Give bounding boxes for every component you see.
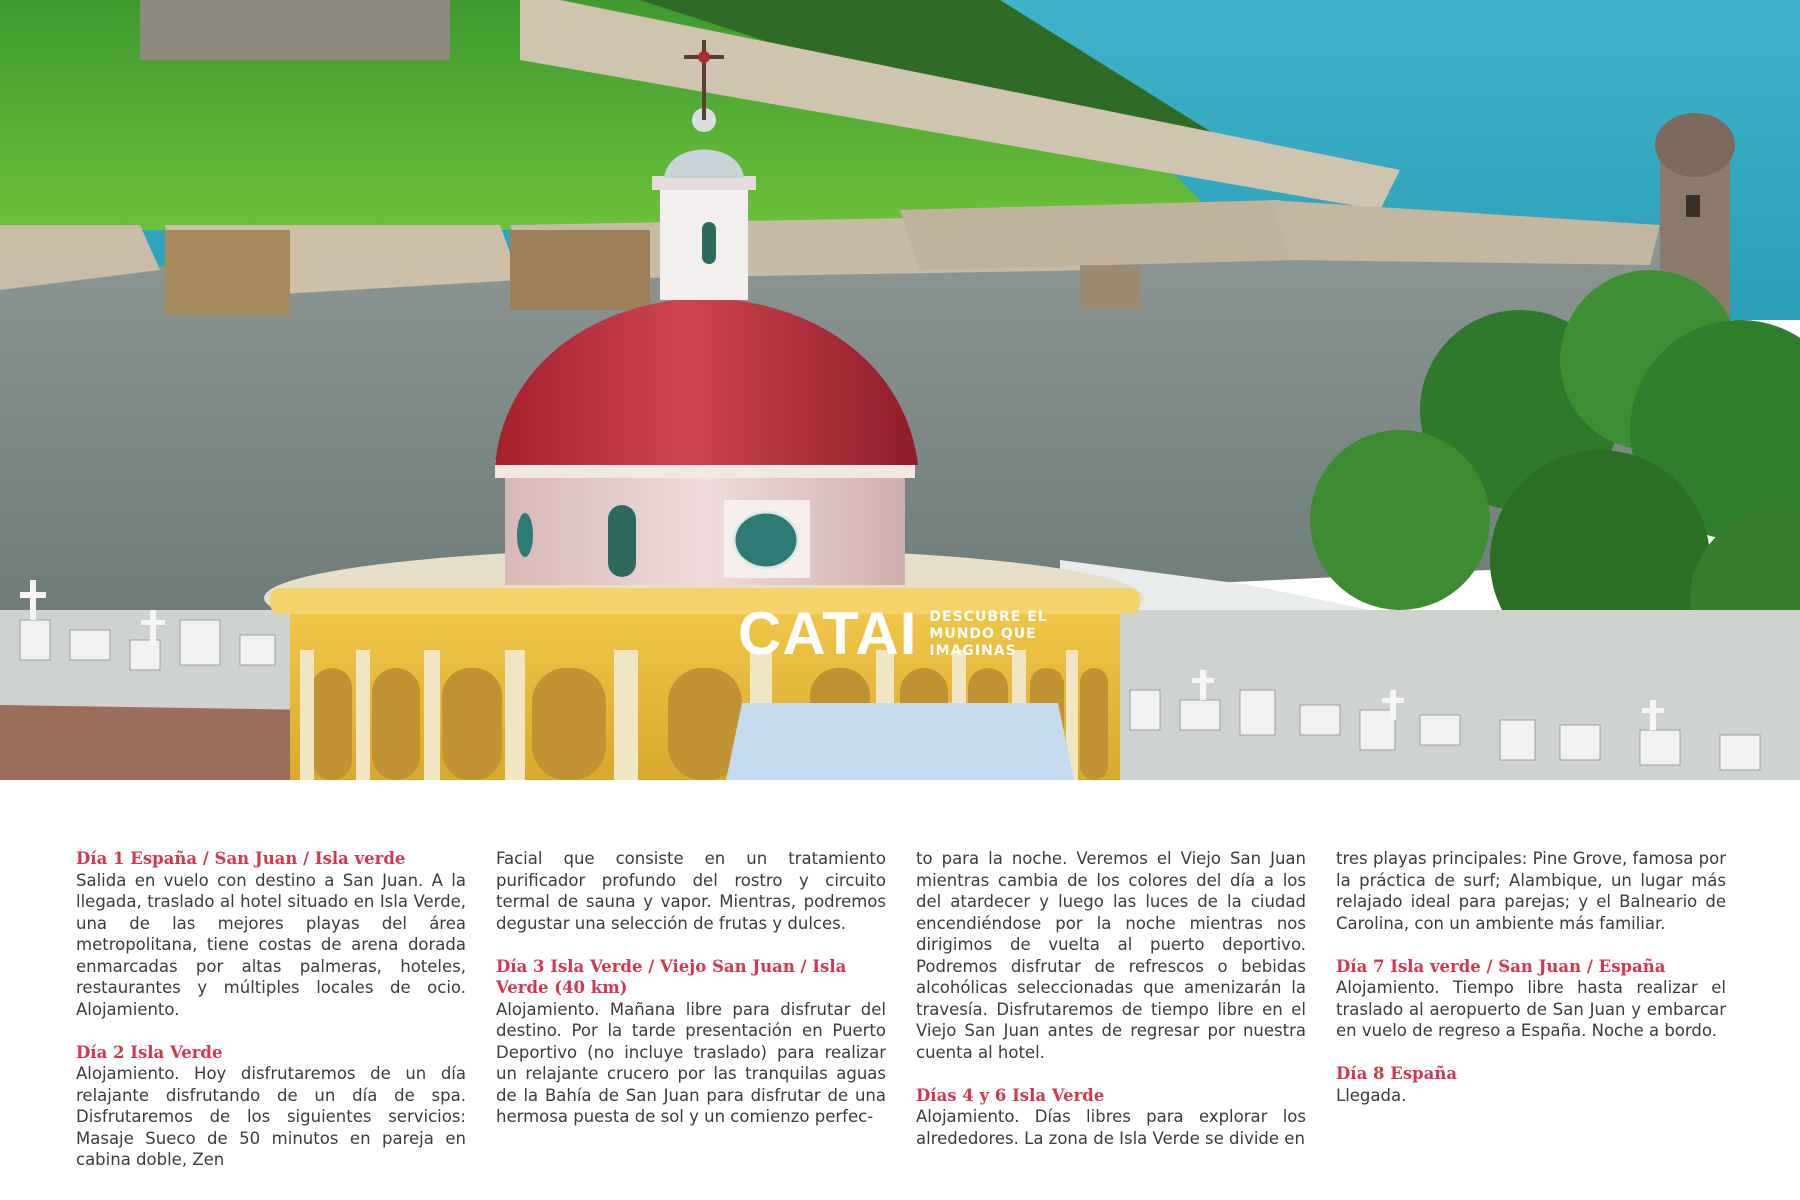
itinerary-column: [916, 848, 1306, 1171]
day-text: Llegada.: [1336, 1085, 1407, 1105]
day-title: Día 1 España / San Juan / Isla verde: [76, 849, 406, 868]
tree: [1310, 430, 1490, 610]
day-entry: [76, 1042, 466, 1171]
drum-oculus: [517, 513, 533, 557]
day-title: Día 8 España: [1336, 1064, 1458, 1083]
day-title: Día 3 Isla Verde / Viejo San Juan / Isla Verde (40 km): [496, 956, 847, 997]
itinerary-column: [496, 848, 886, 1149]
day-entry: [1336, 1063, 1726, 1106]
day-entry: [916, 1085, 1306, 1150]
drum-window: [608, 505, 636, 577]
tagline-line: DESCUBRE EL: [929, 608, 1048, 625]
day-entry: [496, 848, 886, 934]
drum: [505, 470, 905, 585]
cross-center: [698, 51, 710, 63]
itinerary-column: [1336, 848, 1726, 1128]
day-entry: [916, 848, 1306, 1063]
day-text: to para la noche. Veremos el Viejo San Juan mientras cambia de los colores del día a los del atardecer y luego las luces de la ciudad encendiéndose por la noche mientras nos dirigimos de vuelta al puerto deportivo. Podremos disfrutar de refrescos o bebidas alcohólicas seleccionadas que amenizarán la travesía. Disfrutaremos de tiempo libre en el Viejo San Juan antes de regresar por nuestra cuenta al hotel.: [916, 849, 1306, 1062]
merlon: [900, 200, 1300, 270]
merlon-face: [1080, 265, 1140, 310]
drum-oculus: [734, 512, 798, 568]
day-entry: [76, 848, 466, 1020]
tagline-line: IMAGINAS: [929, 642, 1017, 659]
day-text: Facial que consiste en un tratamiento purificador profundo del rostro y circuito termal de sauna y vapor. Mientras, podremos degustar una selección de frutas y dulces.: [496, 849, 886, 933]
merlon-face: [510, 230, 650, 310]
brand-logo: [738, 600, 1048, 667]
day-title: Días 4 y 6 Isla Verde: [916, 1085, 1105, 1105]
day-text: Alojamiento. Mañana libre para disfrutar del destino. Por la tarde presentación en Puerto Deportivo (no incluye traslado) para realizar un relajante crucero por las tranquilas aguas de la Bahía de San Juan para disfrutar de una hermosa puesta de sol y un comienzo perfec-: [496, 999, 886, 1126]
sentry-window: [1686, 195, 1700, 217]
day-text: Alojamiento. Días libres para explorar los alrededores. La zona de Isla Verde se divide en: [916, 1107, 1306, 1148]
brand-tagline: [929, 609, 1047, 660]
day-entry: [1336, 956, 1726, 1042]
blue-tab: [726, 703, 1074, 780]
merlon-face: [165, 230, 290, 315]
old-building: [140, 0, 450, 60]
day-entry: [1336, 848, 1726, 934]
itinerary-column: [76, 848, 466, 1192]
tagline-line: MUNDO QUE: [929, 625, 1037, 642]
day-title: Día 7 Isla verde / San Juan / España: [1336, 956, 1666, 976]
day-text: Alojamiento. Tiempo libre hasta realizar el traslado al aeropuerto de San Juan y embarcar en vuelo de regreso a España. Noche a bordo.: [1336, 978, 1726, 1040]
day-title: Día 2 Isla Verde: [76, 1042, 223, 1062]
lantern-cornice: [652, 176, 756, 190]
sentry-dome: [1655, 113, 1735, 177]
day-text: Alojamiento. Hoy disfrutaremos de un día relajante disfrutando de un día de spa. Disfrutaremos de los siguientes servicios: Masaje Sueco de 50 minutos en pareja en cabina doble, Zen: [76, 1064, 466, 1169]
day-entry: [496, 956, 886, 1128]
day-text: tres playas principales: Pine Grove, famosa por la práctica de surf; Alambique, un lugar más relajado ideal para parejas; y el Balneario de Carolina, con un ambiente más familiar.: [1336, 849, 1726, 933]
day-text: Salida en vuelo con destino a San Juan. A la llegada, traslado al hotel situado en Isla Verde, una de las mejores playas del área metropolitana, tiene costas de arena dorada enmarcadas por altas palmeras, hoteles, restaurantes y múltiples locales de ocio. Alojamiento.: [76, 870, 466, 1019]
brand-name: CATAI: [738, 600, 918, 667]
lantern-window: [702, 222, 716, 264]
itinerary: [76, 848, 1726, 1169]
